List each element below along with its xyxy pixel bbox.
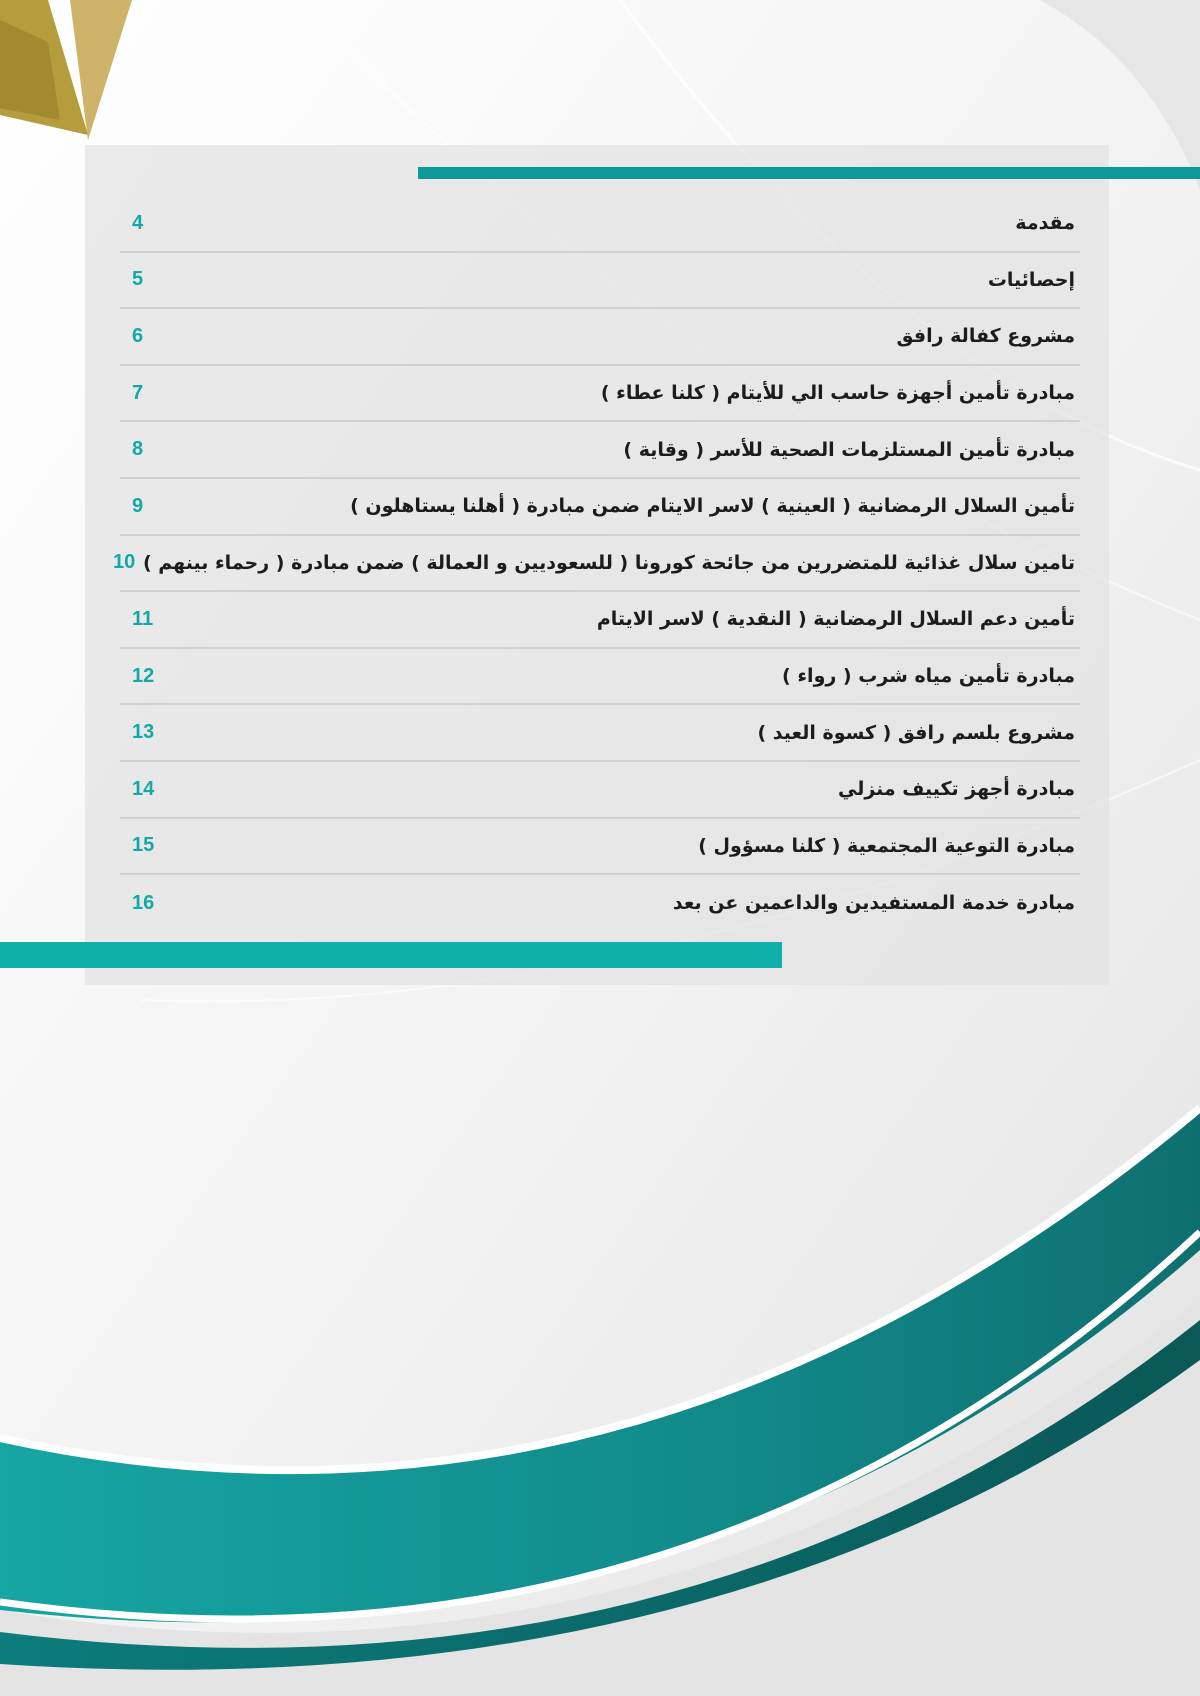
toc-page-number: 12 <box>132 664 155 687</box>
teal-accent-bar-top <box>418 167 1200 179</box>
toc-entry[interactable] <box>120 819 1080 876</box>
toc-page-number: 9 <box>132 494 144 517</box>
toc-entry-title: مبادرة تأمين مياه شرب ( رواء ) <box>782 665 1075 688</box>
toc-entry[interactable] <box>120 762 1080 819</box>
toc-page-number: 5 <box>132 268 144 291</box>
toc-page-number: 16 <box>132 891 155 914</box>
toc-entry[interactable] <box>120 479 1080 536</box>
toc-page-number: 15 <box>132 834 155 857</box>
teal-accent-bar-bottom <box>0 942 782 968</box>
toc-entry-title: مبادرة أجهز تكييف منزلي <box>838 778 1075 801</box>
toc-entry[interactable] <box>120 196 1080 253</box>
toc-entry-title: مبادرة التوعية المجتمعية ( كلنا مسؤول ) <box>698 834 1075 857</box>
toc-entry[interactable] <box>120 649 1080 706</box>
toc-entry[interactable] <box>120 592 1080 649</box>
toc-page-number: 14 <box>132 777 155 800</box>
toc-entry[interactable] <box>112 536 1080 593</box>
toc-entry[interactable] <box>120 875 1080 932</box>
toc-entry-title: مبادرة تأمين المستلزمات الصحية للأسر ( وقاية ) <box>623 438 1075 461</box>
toc-page-number: 6 <box>132 324 144 347</box>
toc-page-number: 8 <box>132 438 144 461</box>
toc-entry-title: تأمين دعم السلال الرمضانية ( النقدية ) لاسر الايتام <box>596 608 1075 631</box>
toc-page-number: 7 <box>132 381 144 404</box>
toc-page-number: 13 <box>132 721 155 744</box>
toc-entry-title: إحصائيات <box>987 268 1075 291</box>
toc-page-number: 11 <box>132 607 154 630</box>
toc-entry-title: تأمين السلال الرمضانية ( العينية ) لاسر الايتام ضمن مبادرة ( أهلنا يستاهلون ) <box>350 495 1075 518</box>
toc-entry-title: مبادرة تأمين أجهزة حاسب الي للأيتام ( كلنا عطاء ) <box>600 382 1075 405</box>
toc-entry-title: مقدمة <box>1015 212 1075 235</box>
toc-page-number: 10 <box>112 551 136 574</box>
toc-entry-title: تامين سلال غذائية للمتضررين من جائحة كورونا ( للسعوديين و العمالة ) ضمن مبادرة ( رحماء بينهم ) <box>142 551 1075 574</box>
toc-entry-title: مبادرة خدمة المستفيدين والداعمين عن بعد <box>672 892 1075 915</box>
toc-entry-title: مشروع كفالة رافق <box>896 325 1075 348</box>
toc-entry-title: مشروع بلسم رافق ( كسوة العيد ) <box>757 721 1075 744</box>
toc-entry[interactable] <box>120 422 1080 479</box>
table-of-contents <box>112 196 1080 932</box>
toc-entry[interactable] <box>120 309 1080 366</box>
toc-entry[interactable] <box>120 366 1080 423</box>
toc-entry[interactable] <box>120 253 1080 310</box>
toc-entry[interactable] <box>120 705 1080 762</box>
toc-page-number: 4 <box>132 211 144 234</box>
